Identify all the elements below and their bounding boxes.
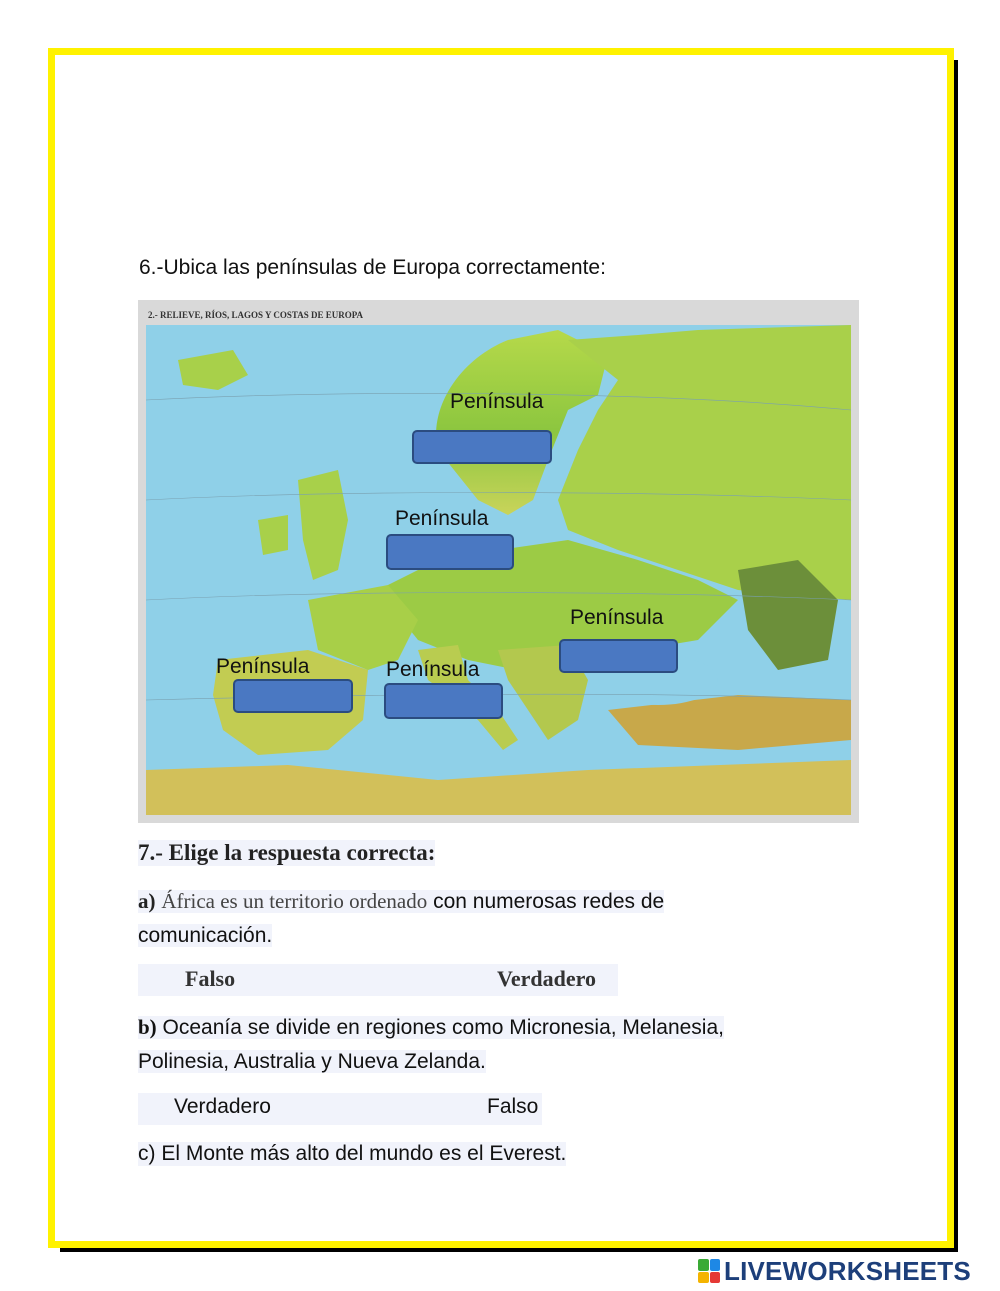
answer-box-iberian[interactable] <box>233 679 353 713</box>
question-7a-text-line2: comunicación. <box>138 924 273 947</box>
map-title: 2.- RELIEVE, RÍOS, LAGOS Y COSTAS DE EUROPA <box>148 310 364 320</box>
liveworksheets-logo <box>698 1256 971 1286</box>
question-6-title: 6.-Ubica las penínsulas de Europa correctamente: <box>139 256 606 279</box>
option-7a-verdadero[interactable]: Verdadero <box>497 966 596 991</box>
question-7c: c) El Monte más alto del mundo es el Everest. <box>138 1142 567 1165</box>
peninsula-label-scandinavian: Península <box>450 390 544 413</box>
peninsula-label-jutland: Península <box>395 507 489 530</box>
peninsula-label-iberian: Península <box>216 655 310 678</box>
answer-box-scandinavian[interactable] <box>412 430 552 464</box>
logo-mark-icon <box>698 1259 720 1283</box>
question-7a-prefix: a) <box>138 889 156 913</box>
question-7b-text-line1: Oceanía se divide en regiones como Micronesia, Melanesia, <box>156 1016 724 1039</box>
question-7a-text-line1: con numerosas redes de <box>427 890 665 913</box>
peninsula-label-crimean: Península <box>570 606 664 629</box>
answer-box-italian[interactable] <box>384 683 503 719</box>
question-7b-options <box>138 1093 542 1125</box>
question-7a-options <box>138 964 618 996</box>
peninsula-label-italian: Península <box>386 658 480 681</box>
question-7b <box>138 1010 818 1079</box>
question-7b-prefix: b) <box>138 1015 157 1039</box>
question-7-title: 7.- Elige la respuesta correcta: <box>138 840 436 865</box>
question-7a-serif-text: África es un territorio ordenado <box>161 889 428 913</box>
question-7a <box>138 884 778 953</box>
europe-map <box>138 300 859 823</box>
answer-box-crimean[interactable] <box>559 639 678 673</box>
option-7a-falso[interactable]: Falso <box>185 966 236 991</box>
ireland <box>258 515 288 555</box>
brand-name: LIVEWORKSHEETS <box>724 1255 971 1286</box>
option-7b-verdadero[interactable]: Verdadero <box>174 1095 271 1118</box>
answer-box-jutland[interactable] <box>386 534 514 570</box>
option-7b-falso[interactable]: Falso <box>487 1095 539 1118</box>
question-7b-text-line2: Polinesia, Australia y Nueva Zelanda. <box>138 1050 486 1073</box>
